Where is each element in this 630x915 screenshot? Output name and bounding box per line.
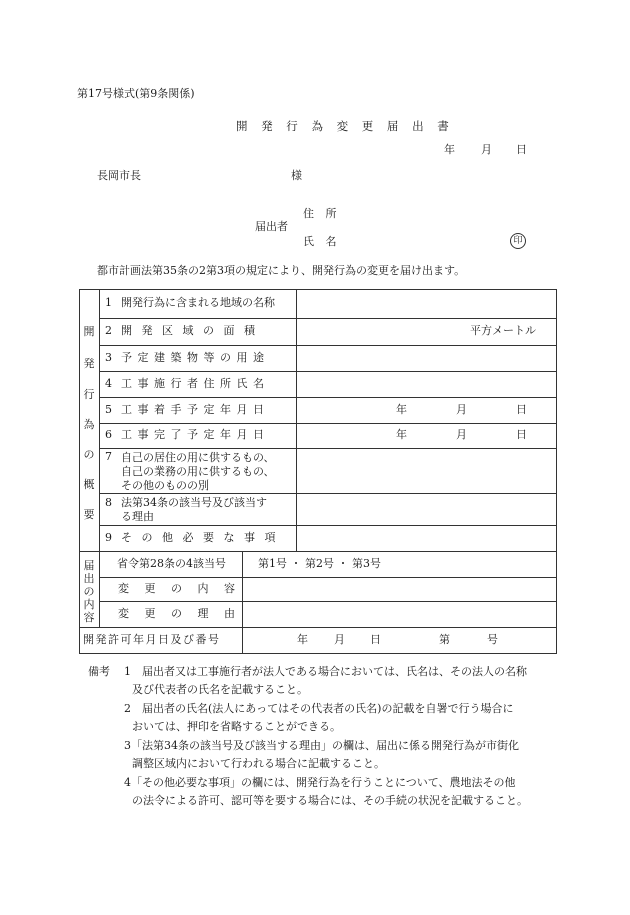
statement: 都市計画法第35条の2第3項の規定により、開発行為の変更を届け出ます。 [97, 264, 466, 277]
row-5-day: 日 [516, 402, 527, 416]
row-2-label: 2 開 発 区 域 の 面 積 [105, 324, 258, 338]
row-1-label: 1 開発行為に含まれる地域の名称 [105, 296, 275, 310]
row-6-year: 年 [396, 428, 407, 442]
date-day-label: 日 [516, 143, 527, 156]
change-reason-label: 変 更 の 理 由 [118, 606, 241, 620]
row-5-month: 月 [456, 402, 467, 416]
remark-3-line-2: 調整区域内において行われる場合に記載すること。 [132, 757, 385, 770]
permit-month: 月 [334, 632, 345, 646]
row-7-number: 7 [105, 450, 112, 463]
remark-3-line-1: 3「法第34条の該当号及び該当する理由」の欄は、届出に係る開発行為が市街化 [124, 739, 519, 752]
remark-4-line-2: の法令による許可、認可等を要する場合には、その手続の状況を記載すること。 [132, 794, 528, 807]
date-year-label: 年 [444, 143, 455, 156]
row-8-label-line-1: 法第34条の該当号及び該当す [121, 496, 267, 509]
applicant-label: 届出者 [255, 220, 288, 233]
row-7-label-line-3: その他のものの別 [121, 479, 209, 492]
notif-label-4: 内 [83, 598, 95, 611]
row-5-year: 年 [396, 402, 407, 416]
row-7-label-line-1: 自己の居住の用に供するもの、 [121, 451, 275, 464]
remark-4-line-1: 4「その他必要な事項」の欄には、開発行為を行うことについて、農地法その他 [124, 776, 516, 789]
date-month-label: 月 [481, 143, 492, 156]
addressee: 長岡市長 [97, 169, 141, 182]
overview-label-7: 要 [83, 508, 95, 521]
row-6-label: 6 工 事 完 了 予 定 年 月 日 [105, 428, 265, 442]
permit-number-suffix: 号 [487, 632, 498, 646]
row-8-number: 8 [105, 496, 112, 509]
row-6-month: 月 [456, 428, 467, 442]
permit-label: 開発許可年月日及び番号 [83, 632, 221, 646]
row-7-label-line-2: 自己の業務の用に供するもの、 [121, 465, 275, 478]
remark-1-line-1: 1 届出者又は工事施行者が法人である場合においては、氏名は、その法人の名称 [124, 665, 527, 678]
overview-label-4: 為 [83, 418, 95, 431]
notif-label-3: の [83, 585, 95, 598]
document-title: 開 発 行 為 変 更 届 出 書 [236, 119, 454, 133]
row-9-label: 9 そ の 他 必 要 な 事 項 [105, 530, 279, 544]
notif-label-1: 届 [83, 559, 95, 572]
overview-label-2: 発 [83, 357, 95, 370]
permit-day: 日 [370, 632, 381, 646]
remark-2-line-2: おいては、押印を省略することができる。 [132, 720, 341, 733]
area-unit: 平方メートル [470, 324, 536, 338]
remarks-heading: 備考 [88, 665, 110, 678]
row-4-label: 4 工 事 施 行 者 住 所 氏 名 [105, 376, 265, 390]
ordinance-options: 第1号 ・ 第2号 ・ 第3号 [258, 556, 381, 570]
remark-1-line-2: 及び代表者の氏名を記載すること。 [132, 683, 308, 696]
form-number: 第17号様式(第9条関係) [77, 87, 195, 100]
overview-label-6: 概 [83, 478, 95, 491]
row-8-label-line-2: る理由 [121, 510, 154, 523]
overview-label-5: の [83, 448, 95, 461]
overview-label-1: 開 [83, 325, 95, 338]
permit-number-prefix: 第 [439, 632, 450, 646]
notif-label-2: 出 [83, 572, 95, 585]
row-6-day: 日 [516, 428, 527, 442]
permit-year: 年 [297, 632, 308, 646]
ordinance-label: 省令第28条の4該当号 [117, 556, 226, 570]
name-label: 氏 名 [303, 235, 341, 248]
row-5-label: 5 工 事 着 手 予 定 年 月 日 [105, 402, 265, 416]
address-label: 住 所 [303, 207, 341, 220]
seal-mark: 印 [510, 233, 526, 249]
overview-label-3: 行 [83, 388, 95, 401]
remark-2-line-1: 2 届出者の氏名(法人にあってはその代表者の氏名)の記載を自署で行う場合に [124, 702, 514, 715]
change-content-label: 変 更 の 内 容 [118, 581, 241, 595]
row-3-label: 3 予 定 建 築 物 等 の 用 途 [105, 350, 265, 364]
honorific: 様 [291, 169, 302, 182]
notif-label-5: 容 [83, 611, 95, 624]
